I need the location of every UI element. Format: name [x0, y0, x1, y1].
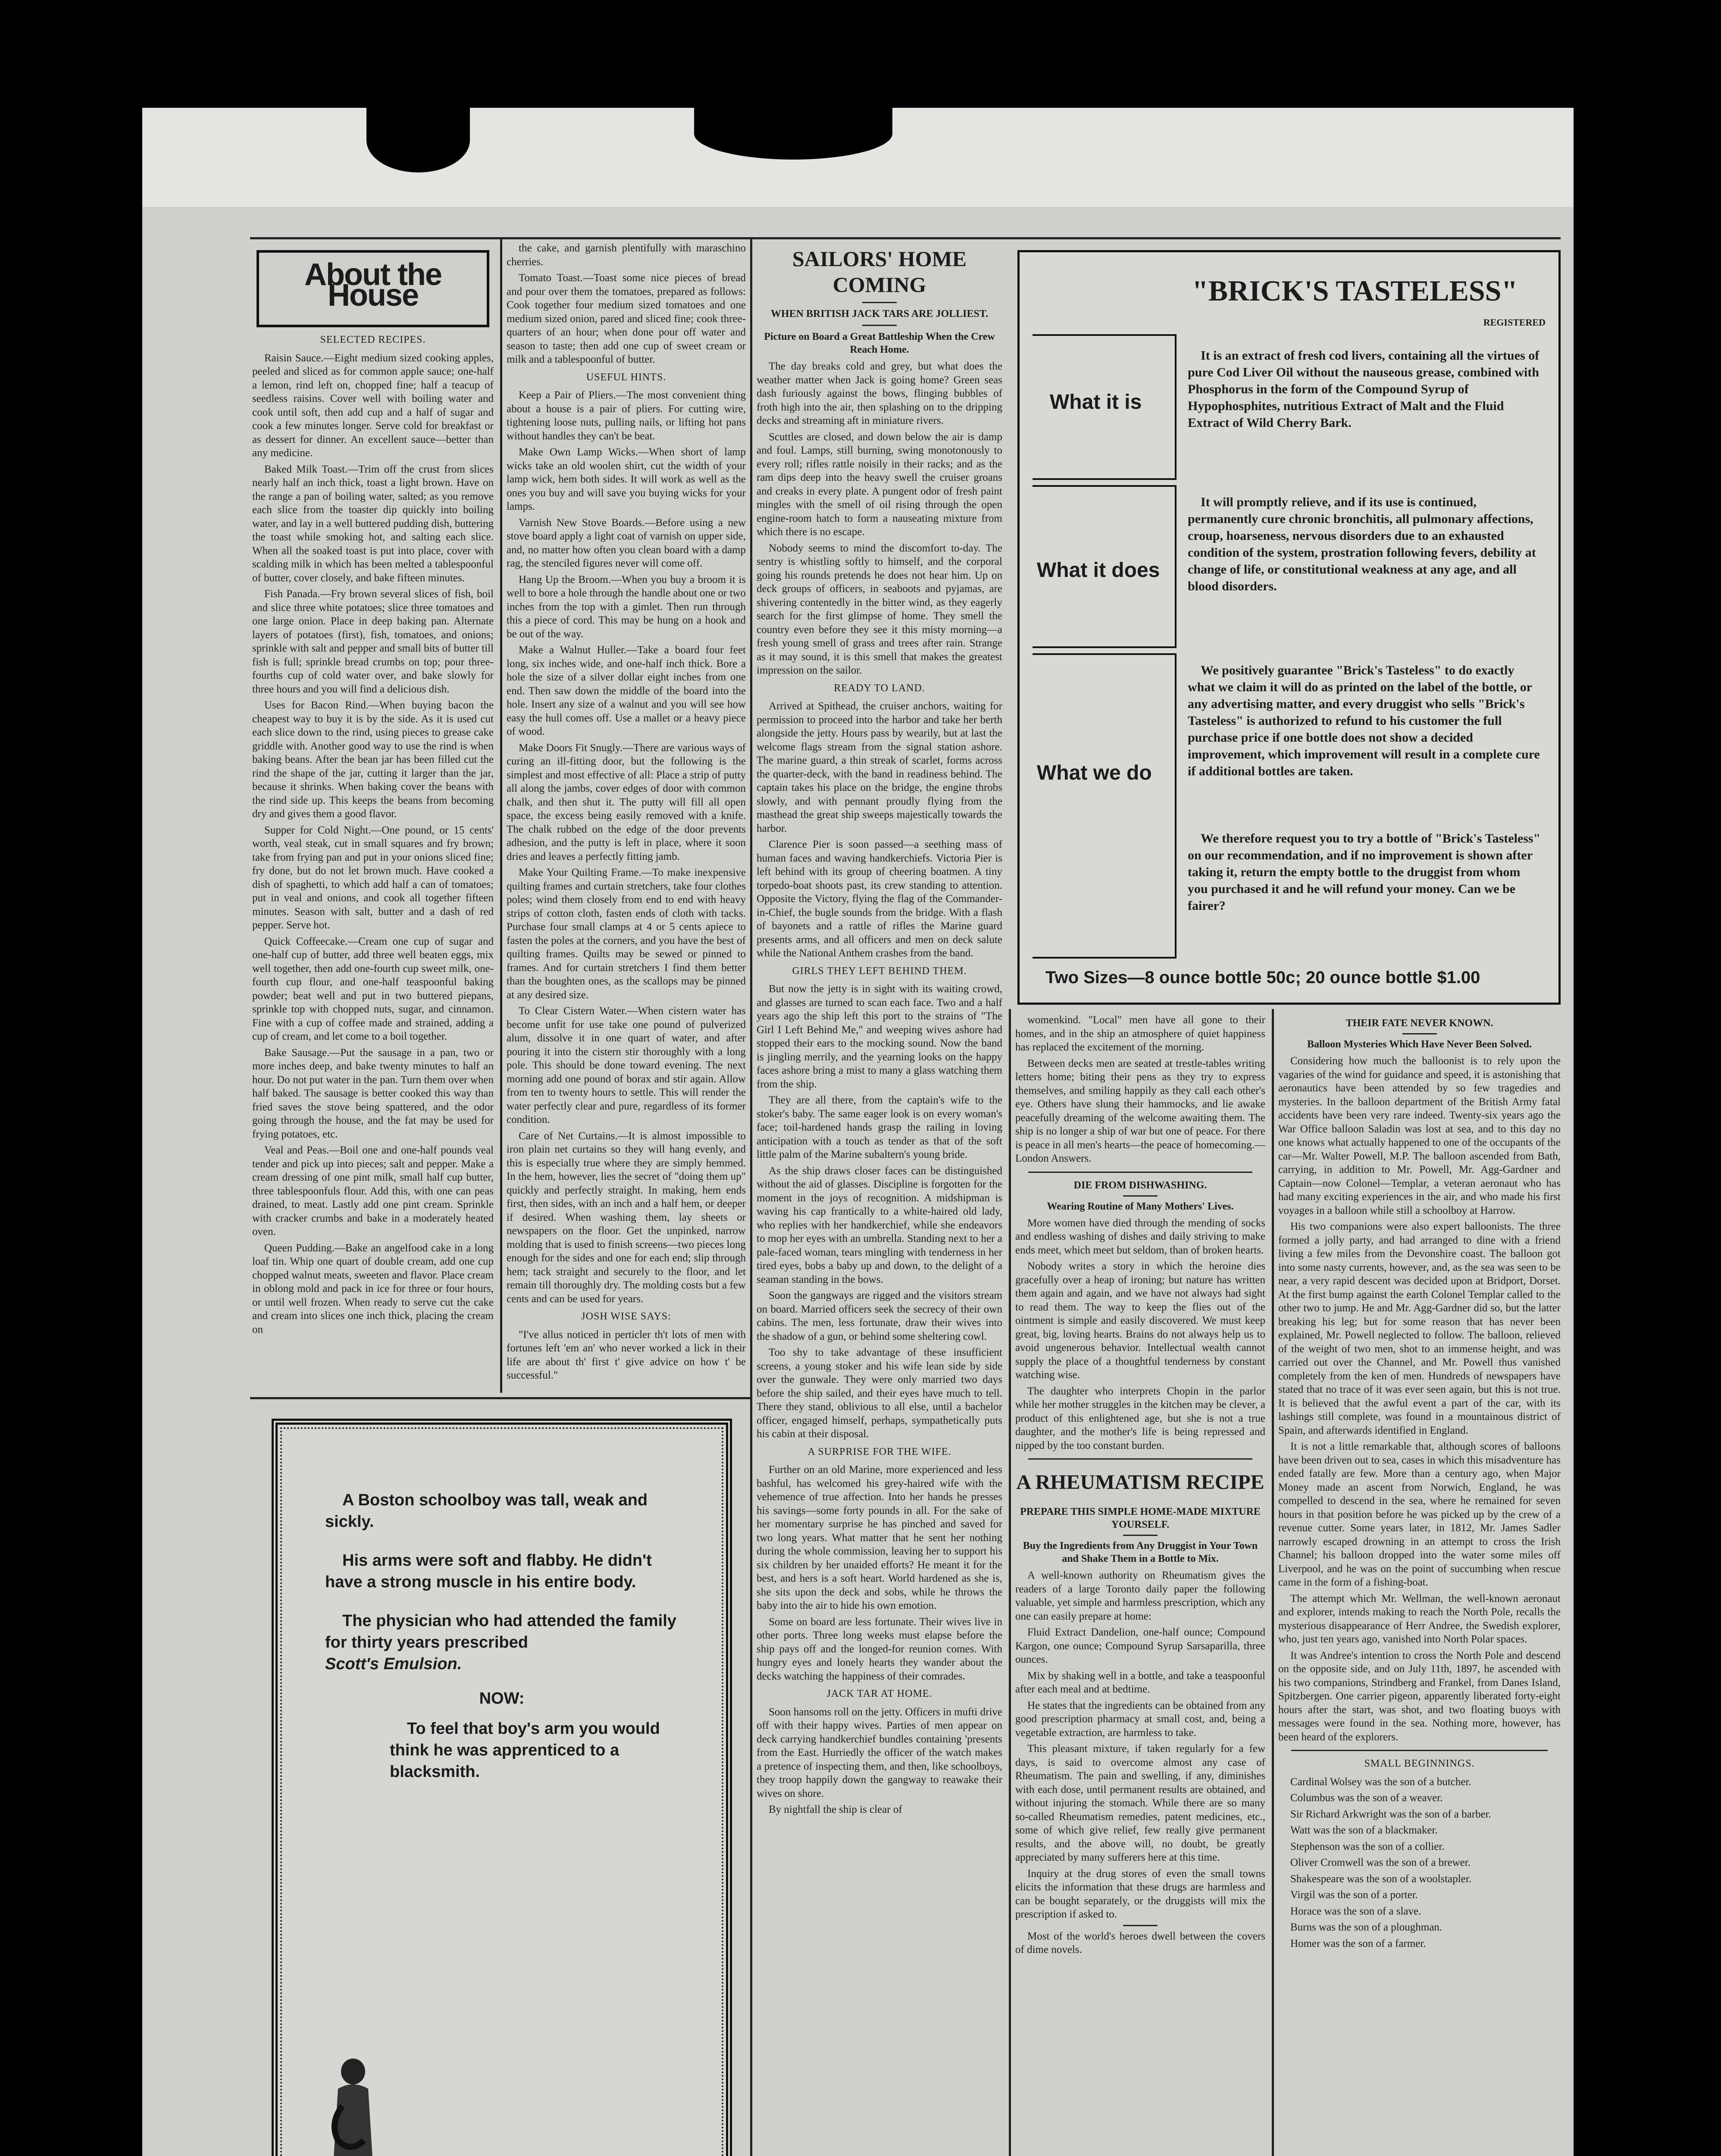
recipe-paragraph: Queen Pudding.—Bake an angelfood cake in a long loaf tin. Whip one quart of double cream, add one cup chopped walnut meats, sweeten and flavor. Place cream in oblong mold and pack in ice for three or four hours, or until well frozen. When ready to serve cut the cake and cream into slices one inch thick, placing the cream on	[252, 1242, 494, 1335]
hint-paragraph: Make Your Quilting Frame.—To make inexpensive quilting frames and curtain stretchers, take four clothes poles; wind them closely from end to end with heavy strips of cotton cloth, fasten ends of cloth with tacks. Purchase four small clamps at 4 or 5 cents apiece to fasten the poles at the corners, and you have the best of quilting frames. Quilts may be sewed or pinned to frames. And for curtain stretchers I find them better than the boughten ones, as the scallops may be pinned at any desired size.	[507, 867, 746, 1001]
ad-label: What we do	[1037, 761, 1152, 784]
bricks-tasteless-ad	[1017, 250, 1561, 1005]
article-paragraph: Scuttles are closed, and down below the air is damp and foul. Lamps, still burning, swing monotonously to every roll; rifles rattle noisily in their racks; and as the ram dips deep into the heavy swell the cruiser groans and creaks in every plate. A pungent odor of fresh paint mingles with the smell of oil rising through the open engine-room hatch to form a nauseating mixture from which there is no escape.	[757, 431, 1002, 538]
recipe-paragraph: Uses for Bacon Rind.—When buying bacon the cheapest way to buy it is by the side. As it is used cut each slice down to the rind, using pieces to grease cake griddle with. Another good way to use the rind is when baking beans. After the bean jar has been filled cut the rind the shape of the jar, cutting it larger than the jar, because it shrinks. When baking cover the beans with the rind side up. This keeps the beans from becoming dry and gives them a good flavor.	[252, 699, 494, 820]
section-rule	[250, 1397, 750, 1399]
column-rule	[500, 237, 502, 1393]
article-paragraph: Clarence Pier is soon passed—a seething mass of human faces and waving handkerchiefs. Victoria Pier is left behind with its group of cheering boatmen. A tiny torpedo-boat shoots past, its crew standing to attention. Opposite the Victory, flying the flag of the Commander-in-Chief, the bugle sounds from the bridge. With a flash of bayonets and a rattle of rifles the Marine guard presents arms, and all officers and men on deck salute while the National Anthem crashes from the band.	[757, 839, 1002, 959]
label-bracket	[1033, 653, 1177, 959]
headline-dash	[1123, 1195, 1158, 1197]
recipe-paragraph: Bake Sausage.—Put the sausage in a pan, two or more inches deep, and bake twenty minutes to half an hour. Do not put water in the pan. Turn them over when half baked. The sausage is better cooked this way than fried saves the stove being spattered, and the odor going through the house, and the fat may be used for frying potatoes, etc.	[252, 1047, 494, 1140]
middle-right-column	[1015, 1013, 1265, 2156]
column-rule	[1009, 1009, 1011, 2156]
article-paragraph: Arrived at Spithead, the cruiser anchors, waiting for permission to proceed into the harbor and take her berth alongside the jetty. Hours pass by wearily, but at last the welcome flags stream from the signal station ashore. The marine guard, a thin streak of scarlet, forms across the quarter-deck, with the band in readiness behind. The captain takes his place on the bridge, the engine throbs slowly, and with pennant proudly flying from the masthead the great ship sweeps majestically towards the harbor.	[757, 700, 1002, 834]
list-item: Watt was the son of a blackmaker.	[1290, 1824, 1438, 1836]
ad-label: What it is	[1050, 391, 1142, 414]
headline-dash	[1402, 1033, 1437, 1034]
article-paragraph: This pleasant mixture, if taken regularly for a few days, is said to overcome almost any case of Rheumatism. The pain and swelling, if any, diminishes with each dose, until permanent results are obtained, and without injuring the stomach. While there are so many so-called Rheumatism remedies, patent medicines, etc., some of which give relief, few really give permanent results, and the above will, no doubt, be greatly appreciated by many sufferers here at this time.	[1015, 1743, 1265, 1863]
ad-title: "BRICK'S TASTELESS"	[1192, 274, 1518, 307]
article-paragraph: Soon the gangways are rigged and the visitors stream on board. Married officers seek the secrecy of their own cabins. The men, less fortunate, draw their wives into the shadow of a gun, or behind some sheltering cowl.	[757, 1290, 1002, 1342]
recipe-paragraph: Veal and Peas.—Boil one and one-half pounds veal tender and pick up into pieces; salt and pepper. Make a cream dressing of one pint milk, small half cup butter, three tablespoonfuls flour. Add this, with one can peas drained, to meat. Lastly add one pint cream. Sprinkle with cracker crumbs and bake in a moderately heated oven.	[252, 1144, 494, 1238]
recipe-continued: the cake, and garnish plentifully with maraschino cherries.	[507, 242, 746, 268]
article-paragraph: Soon hansoms roll on the jetty. Officers in mufti drive off with their happy wives. Parties of men appear on deck carrying handkerchief bundles containing 'presents from the East. Hurriedly the officer of the watch makes a pretence of inspecting them, and then, like schoolboys, they troop happily down the gangway to reawake their wives on shore.	[757, 1706, 1002, 1799]
rheumatism-subtitle: PREPARE THIS SIMPLE HOME-MADE MIXTURE YOURSELF.	[1020, 1506, 1261, 1530]
ad-text: It is an extract of fresh cod livers, containing all the virtues of pure Cod Liver Oil without the nauseous grease, combined with Phosphorus in the form of the Compound Syrup of Hypophosphites, nutritious Extract of Malt and the Fluid Extract of Wild Cherry Bark.	[1188, 348, 1540, 430]
article-paragraph: The day breaks cold and grey, but what does the weather matter when Jack is going home? Green seas dash furiously against the bows, flinging bubbles of froth high into the air, then splashing on to the dripping decks and streaming aft in miniature rivers.	[757, 360, 1002, 426]
josh-wise-title: JOSH WISE SAYS:	[581, 1311, 671, 1322]
josh-wise-quote: "I've allus noticed in perticler th't lots of men with fortunes left 'em an' who never worked a lick in their life are about th' first t' give advice on how t' be successful."	[507, 1329, 746, 1381]
list-item: Columbus was the son of a weaver.	[1290, 1792, 1443, 1804]
section-heading: READY TO LAND.	[834, 682, 925, 694]
list-item: Shakespeare was the son of a woolstapler.	[1290, 1873, 1472, 1885]
list-item: Virgil was the son of a porter.	[1290, 1889, 1418, 1901]
section-heading: GIRLS THEY LEFT BEHIND THEM.	[792, 965, 967, 977]
list-item: Burns was the son of a ploughman.	[1290, 1921, 1443, 1933]
ad-text: We therefore request you to try a bottle of "Brick's Tasteless" on our recommendation, and if no improvement is shown after taking it, return the empty bottle to the druggist from whom you purchased it and he will refund your money. Can we be fairer?	[1188, 831, 1541, 913]
article-paragraph: His two companions were also expert balloonists. The three formed a jolly party, and had arranged to dine with a friend living a few miles from the Devonshire coast. The balloon got into some nasty currents, however, and, as the sea was seen to be near, a very rapid descent was decided upon at Bridport, Dorset. At the first bump against the earth Colonel Templar called to the other two to jump. He and Mr. Agg-Gardner did so, but the latter breaking his leg; but for some reason that has never been explained, Mr. Powell neglected to follow. The balloon, relieved of the weight of two men, shot to an immense height, and was carried out over the Channel, and Mr. Powell thus vanished completely from the ken of men. Hundreds of newspapers have stated that no trace of it was ever seen again, but this is not true. It is believed that the awful event a part of the car, with its lashings still complete, was found in a mountainous district of Spain, and afterwards identified in England.	[1278, 1221, 1561, 1436]
list-item: Oliver Cromwell was the son of a brewer.	[1290, 1857, 1471, 1868]
about-the-house-column	[252, 241, 494, 1393]
section-rule	[1028, 1172, 1252, 1173]
ad-now: NOW:	[479, 1689, 525, 1708]
recipe-paragraph: Supper for Cold Night.—One pound, or 15 cents' worth, veal steak, cut in small squares and fry brown; take from frying pan and put in your onions sliced fine; fry done, but do not let brown much. Have cooked a dish of spaghetti, to which add half a can of tomatoes; put in veal and onions, and cook all together fifteen minutes. Season with salt, butter and a dash of red pepper. Serve hot.	[252, 824, 494, 931]
article-paragraph: Between decks men are seated at trestle-tables writing letters home; biting their pens as they try to express themselves, and smiling happily as they call each other's eye. Others have slung their hammocks, and lie awake peacefully dreaming of the welcome awaiting them. The ship is no longer a ship of war but one of peace. For there is peace in all men's hearts—the peace of homecoming.—London Answers.	[1015, 1057, 1265, 1164]
article-paragraph: womenkind. "Local" men have all gone to their homes, and in the ship an atmosphere of quiet happiness has replaced the excitement of the morning.	[1015, 1014, 1265, 1053]
ad-line: A Boston schoolboy was tall, weak and sickly.	[325, 1491, 648, 1531]
article-paragraph: As the ship draws closer faces can be distinguished without the aid of glasses. Discipline is forgotten for the moment in the joys of recognition. A midshipman is waving his cap frantically to a white-haired old lady, who replies with her handkerchief, while she endeavors to mop her eyes with an umbrella. Standing next to her a pale-faced woman, tears mingling with tenderness in her tired eyes, bobs a baby up and down, to the delight of a seaman standing in the bows.	[757, 1165, 1002, 1285]
hint-paragraph: Hang Up the Broom.—When you buy a broom it is well to bore a hole through the handle about one or two inches from the top with a gimlet. Then run through this a piece of cord. This may be hung on a hook and be out of the way.	[507, 573, 746, 640]
article-paragraph: They are all there, from the captain's wife to the stoker's baby. The same eager look is on every woman's face; toil-hardened hands grasp the railing in loving anticipation with a touch as tender as that of the soft little palm of the Marine subaltern's young bride.	[757, 1094, 1002, 1160]
dishwashing-subtitle: Wearing Routine of Many Mothers' Lives.	[1047, 1200, 1234, 1212]
ad-line: To feel that boy's arm you would think he was apprenticed to a blacksmith.	[390, 1720, 660, 1781]
hint-paragraph: To Clear Cistern Water.—When cistern water has become unfit for use take one pound of pulverized alum, dissolve it in one quart of water, and after pouring it into the cistern stir thoroughly with a long pole. This should be done toward evening. The next morning add one pound of borax and stir again. Allow from ten to twenty hours to settle. This will render the water perfectly clear and pure, regardless of its former condition.	[507, 1005, 746, 1125]
article-paragraph: The daughter who interprets Chopin in the parlor while her mother struggles in the kitchen may be clever, a product of this enlightened age, but she is not a true daughter, and the mother's life is being repressed and nipped by the too constant burden.	[1015, 1385, 1265, 1451]
rheumatism-subtitle: Buy the Ingredients from Any Druggist in Your Town and Shake Them in a Bottle to Mix.	[1023, 1540, 1258, 1564]
ad-footer: Two Sizes—8 ounce bottle 50c; 20 ounce bottle $1.00	[1045, 968, 1480, 987]
page-tear	[366, 108, 470, 172]
top-rule	[250, 237, 1561, 239]
hint-paragraph: Make Own Lamp Wicks.—When short of lamp wicks take an old woolen shirt, cut the width of your lamp wick, hem both sides. It will work as well as the ones you buy and will save you buying wicks for your lamps.	[507, 446, 746, 512]
section-rule	[1291, 1750, 1548, 1751]
list-item: Homer was the son of a farmer.	[1290, 1937, 1426, 1949]
ad-brand: Scott's Emulsion.	[325, 1655, 462, 1673]
list-item: Sir Richard Arkwright was the son of a barber.	[1290, 1808, 1491, 1820]
sailors-home-coming-column	[757, 241, 1002, 2156]
article-paragraph: Further on an old Marine, more experienced and less bashful, has welcomed his grey-haired wife with the vehemence of true affection. Into her hands he presses his savings—some forty pounds in all. For the sake of her momentary surprise he has pinched and saved for two long years. What matter that he sent her nothing during the whole commission, leaving her to support his six children by her unaided efforts? He meant it for the best, and hers is a soft heart. World hardened as she is, she sits upon the deck and sobs, while he throws the baby into the air to hide his own emotion.	[757, 1464, 1002, 1611]
article-paragraph: Most of the world's heroes dwell between the covers of dime novels.	[1015, 1930, 1265, 1955]
article-paragraph: He states that the ingredients can be obtained from any good prescription pharmacy at small cost, and, being a vegetable extraction, are harmless to take.	[1015, 1699, 1265, 1739]
sailors-subhead: WHEN BRITISH JACK TARS ARE JOLLIEST.	[770, 308, 989, 320]
article-paragraph: Considering how much the balloonist is to rely upon the vagaries of the wind for guidance and speed, it is astonishing that aeronautics have been attended by so few tragedies and mysteries. In the balloon department of the British Army fatal accidents have been very rare indeed. Twenty-six years ago the War Office balloon Saladin was lost at sea, and to this day no one knows what actually happened to one of the occupants of the car—Mr. Walter Powell, M.P. The balloon ascended from Bath, carrying, in addition to Mr. Powell, Mr. Agg-Gardner and Captain—now Colonel—Templar, a veteran aeronaut who has had many exciting experiences in the air, and who made his first voyages in a balloon while still a schoolboy at Harrow.	[1278, 1055, 1561, 1216]
fisherman-illustration	[325, 2054, 381, 2156]
article-paragraph: Too shy to take advantage of these insufficient screens, a young stoker and his wife lean side by side over the gunwale. They were only married two days before the ship sailed, and their eyes have much to tell. There they stand, oblivious to all else, until a bachelor officer, engaged himself, perhaps, sympathetically puts his cabin at their disposal.	[757, 1347, 1002, 1440]
recipe-paragraph: Fish Panada.—Fry brown several slices of fish, boil and slice three white potatoes; slice three tomatoes and one large onion. Place in deep baking pan. Alternate layers of potatoes (first), fish, tomatoes, and onions; sprinkle with salt and pepper and small bits of butter till fish is full; sprinkle bread crumbs on top; pour three-fourths cup of cold water over, and bake slowly for three hours and you will find a delicious dish.	[252, 588, 494, 695]
about-the-house-heading: About the House	[257, 250, 489, 327]
article-paragraph: Fluid Extract Dandelion, one-half ounce; Compound Kargon, one ounce; Compound Syrup Sarsaparilla, three ounces.	[1015, 1626, 1265, 1665]
headline-dash	[1123, 1925, 1158, 1926]
scotts-emulsion-ad	[272, 1419, 732, 2156]
article-paragraph: It is not a little remarkable that, although scores of balloons have been driven out to sea, cases in which this misadventure has ended fatally are few. More than a century ago, when Major Money made an ascent from Norwich, England, he was compelled to descend in the sea, where he remained for seven hours in that position before he was picked up by the crew of a revenue cutter. Some years later, in 1812, Mr. James Sadler narrowly escaped drowning in an attempt to cross the Irish Channel; his balloon dropped into the water some miles off Liverpool, and he was on the point of succumbing when rescue came in the form of a fishing-boat.	[1278, 1441, 1561, 1588]
section-rule	[1028, 1458, 1252, 1460]
recipe-paragraph: Raisin Sauce.—Eight medium sized cooking apples, peeled and sliced as for common apple sauce; one-half a lemon, rind left on, chopped fine; half a teacup of seedless raisins. Cover well with boiling water and cook until soft, then add cup and a half of sugar and cook a few minutes longer. Serve cold for breakfast or as dessert for dinner. An excellent sauce—better than any medicine.	[252, 352, 494, 459]
hint-paragraph: Care of Net Curtains.—It is almost impossible to iron plain net curtains so they will hang evenly, and this is especially true where they are simply hemmed. In the hem, however, lies the secret of "doing them up" quickly and perfectly straight. In making, hem ends first, then sides, with an inch and a half hem, or deeper if desired. When washing them, lay sheets or newspapers on the floor. Get the unpinked, narrow molding that is used to finish screens—two pieces long enough for the sides and one for each end; slip through hem; tack straight and securely to the floor, and let remain till thoroughly dry. The molding costs but a few cents and can be used for years.	[507, 1130, 746, 1305]
column-rule	[750, 237, 752, 2156]
fate-column	[1278, 1013, 1561, 2156]
useful-hints-title: USEFUL HINTS.	[586, 371, 666, 383]
rheumatism-headline: A RHEUMATISM RECIPE	[1016, 1471, 1264, 1494]
hint-paragraph: Keep a Pair of Pliers.—The most convenient thing about a house is a pair of pliers. For cutting wire, tightening loose nuts, pulling nails, or lifting hot pans without handles they can't be beat.	[507, 389, 746, 442]
list-item: Stephenson was the son of a collier.	[1290, 1840, 1445, 1852]
article-paragraph: Mix by shaking well in a bottle, and take a teaspoonful after each meal and at bedtime.	[1015, 1670, 1265, 1695]
hint-paragraph: Make a Walnut Huller.—Take a board four feet long, six inches wide, and one-half inch thick. Bore a hole the size of a silver dollar eight inches from one end. Then saw down the middle of the board into the hole. Insert any size of a walnut and you will see how easy the hull comes off. Use a mallet or a heavy piece of wood.	[507, 644, 746, 737]
sailors-subhead: Picture on Board a Great Battleship When the Crew Reach Home.	[764, 331, 995, 355]
ad-text: It will promptly relieve, and if its use is continued, permanently cure chronic bronchitis, all pulmonary affections, croup, hoarseness, nervous disorders due to an exhausted condition of the system, prostration following fevers, debility at change of life, or constitutional weakness at any age, and all blood disorders.	[1188, 495, 1536, 593]
hint-paragraph: Varnish New Stove Boards.—Before using a new stove board apply a light coat of varnish on upper side, and, no matter how often you clean board with a damp rag, the stenciled figures never will come off.	[507, 517, 746, 569]
ad-line: The physician who had attended the family for thirty years prescribed	[325, 1612, 676, 1651]
fate-subtitle: Balloon Mysteries Which Have Never Been Solved.	[1307, 1039, 1532, 1050]
article-paragraph: Nobody writes a story in which the heroine dies gracefully over a heap of ironing; but nature has written them again and again, and we have not always had sight to read them. The way to keep the flies out of the ointment is simple and easily discovered. We must keep great, big, loving hearts. Brains do not always help us to avoid ungenerous behavior. Intellectual wealth cannot supply the place of a thoughtful tenderness by constant watching wise.	[1015, 1260, 1265, 1381]
article-paragraph: Nobody seems to mind the discomfort to-day. The sentry is whistling softly to himself, and the corporal going his rounds pretends he does not hear him. Up on deck groups of officers, in seaboots and pyjamas, are shivering contentedly in the bitter wind, as they eagerly search for the first glimpse of home. They smell the country even before they see it this misty morning—a fresh young smell of grass and trees after rain. Strange as it may sound, it is this smell that makes the greatest impression on the sailor.	[757, 542, 1002, 676]
column-rule	[1272, 1009, 1274, 2156]
fate-title: THEIR FATE NEVER KNOWN.	[1346, 1018, 1493, 1029]
newspaper-page	[142, 108, 1574, 2156]
headline-dash	[1123, 1535, 1158, 1536]
article-paragraph: It was Andree's intention to cross the North Pole and descend on the opposite side, and on July 11th, 1897, he ascended with his two companions, Strindberg and Frankel, from Danes Island, Spitzbergen. One carrier pigeon, apparently liberated forty-eight hours after the start, was shot, and two floating buoys with messages were found in the sea. Nothing more, however, has been heard of the explorers.	[1278, 1649, 1561, 1743]
sailors-headline: SAILORS' HOME COMING	[792, 247, 967, 297]
article-paragraph: Some on board are less fortunate. Their wives live in other ports. Three long weeks must elapse before the ship pays off and the longed-for reunion comes. With hungry eyes and lonely hearts they wander about the decks watching the happiness of their comrades.	[757, 1616, 1002, 1682]
article-paragraph: A well-known authority on Rheumatism gives the readers of a large Toronto daily paper the following valuable, yet simple and harmless prescription, which any one can easily prepare at home:	[1015, 1570, 1265, 1622]
article-paragraph: By nightfall the ship is clear of	[769, 1804, 902, 1815]
selected-recipes-subtitle: SELECTED RECIPES.	[320, 334, 426, 345]
recipe-paragraph: Baked Milk Toast.—Trim off the crust from slices nearly half an inch thick, toast a light brown. Have on the range a pan of boiling water, salted; as you remove each slice from the toaster dip quickly into boiling water, and lay in a well buttered pudding dish, buttering the toast while smoking hot, and salting each slice. When all the soaked toast is put into place, cover with scalding milk in which has been melted a tablespoonful of butter, cover closely, and bake fifteen minutes.	[252, 463, 494, 584]
headline-dash	[862, 325, 897, 326]
small-beginnings-title: SMALL BEGINNINGS.	[1364, 1758, 1475, 1769]
ad-line: His arms were soft and flabby. He didn't have a strong muscle in his entire body.	[325, 1551, 652, 1591]
article-paragraph: More women have died through the mending of socks and endless washing of dishes and daily striving to make ends meet, which meet but seldom, than of broken hearts.	[1015, 1217, 1265, 1256]
ad-text: We positively guarantee "Brick's Tasteless" to do exactly what we claim it will do as printed on the label of the bottle, or any advertising matter, and every druggist who sells "Brick's Tasteless" is authorized to refund to his customer the full purchase price if one bottle does not show a decided improvement, which improvement will result in a complete cure if additional bottles are taken.	[1188, 663, 1540, 778]
recipe-paragraph: Tomato Toast.—Toast some nice pieces of bread and pour over them the tomatoes, prepared as follows: Cook together four medium sized tomatoes and one medium sized onion, pared and sliced fine; cook three-quarters of an hour; when done pour off water and season to taste; then add one cup of sweet cream or milk and a tablespoonful of butter.	[507, 272, 746, 365]
article-paragraph: The attempt which Mr. Wellman, the well-known aeronaut and explorer, intends making to reach the North Pole, recalls the mysterious disappearance of Herr Andree, the Swedish explorer, who, just ten years ago, vanished into North Polar spaces.	[1278, 1592, 1561, 1645]
recipe-paragraph: Quick Coffeecake.—Cream one cup of sugar and one-half cup of butter, add three well beaten eggs, mix well together, then add one-fourth cup sweet milk, one-fourth cup flour, and one-half teaspoonful baking powder; beat well and put in two buttered piepans, sprinkle top with chopped nuts, sugar, and cinnamon. Fine with a cup of coffee made and strained, adding a cup of cream, and let come to a boil together.	[252, 935, 494, 1042]
hint-paragraph: Make Doors Fit Snugly.—There are various ways of curing an ill-fitting door, but the following is the simplest and most effective of all: Place a strip of putty all along the jambs, cover edges of door with common chalk, and then shut it. The putty will fill all open space, the excess being easily removed with a knife. The chalk rubbed on the edge of the door prevents adhesion, and the putty is left in place, where it soon dries and leaves a perfectly fitting jamb.	[507, 742, 746, 862]
section-heading: A SURPRISE FOR THE WIFE.	[807, 1446, 951, 1457]
article-paragraph: But now the jetty is in sight with its waiting crowd, and glasses are turned to scan each face. Two and a half years ago the ship left this port to the strains of "The Girl I Left Behind Me," and weeping wives ashore had stopped their ears to the mocking sound. Now the band is jingling merrily, and the yearning looks on the happy faces ashore bring a mist to many a glass watching them from the ship.	[757, 983, 1002, 1090]
article-paragraph: Inquiry at the drug stores of even the small towns elicits the information that these drugs are harmless and can be bought separately, or the druggists will mix the prescription if asked to.	[1015, 1868, 1265, 1920]
list-item: Cardinal Wolsey was the son of a butcher.	[1290, 1776, 1471, 1788]
dishwashing-title: DIE FROM DISHWASHING.	[1073, 1179, 1207, 1191]
list-item: Horace was the son of a slave.	[1290, 1905, 1421, 1917]
headline-dash	[862, 302, 897, 303]
useful-hints-column	[507, 241, 746, 1393]
page-tear	[694, 108, 892, 160]
registered-mark: REGISTERED	[1483, 317, 1546, 328]
ad-label: What it does	[1037, 559, 1160, 582]
section-heading: JACK TAR AT HOME.	[826, 1688, 932, 1699]
